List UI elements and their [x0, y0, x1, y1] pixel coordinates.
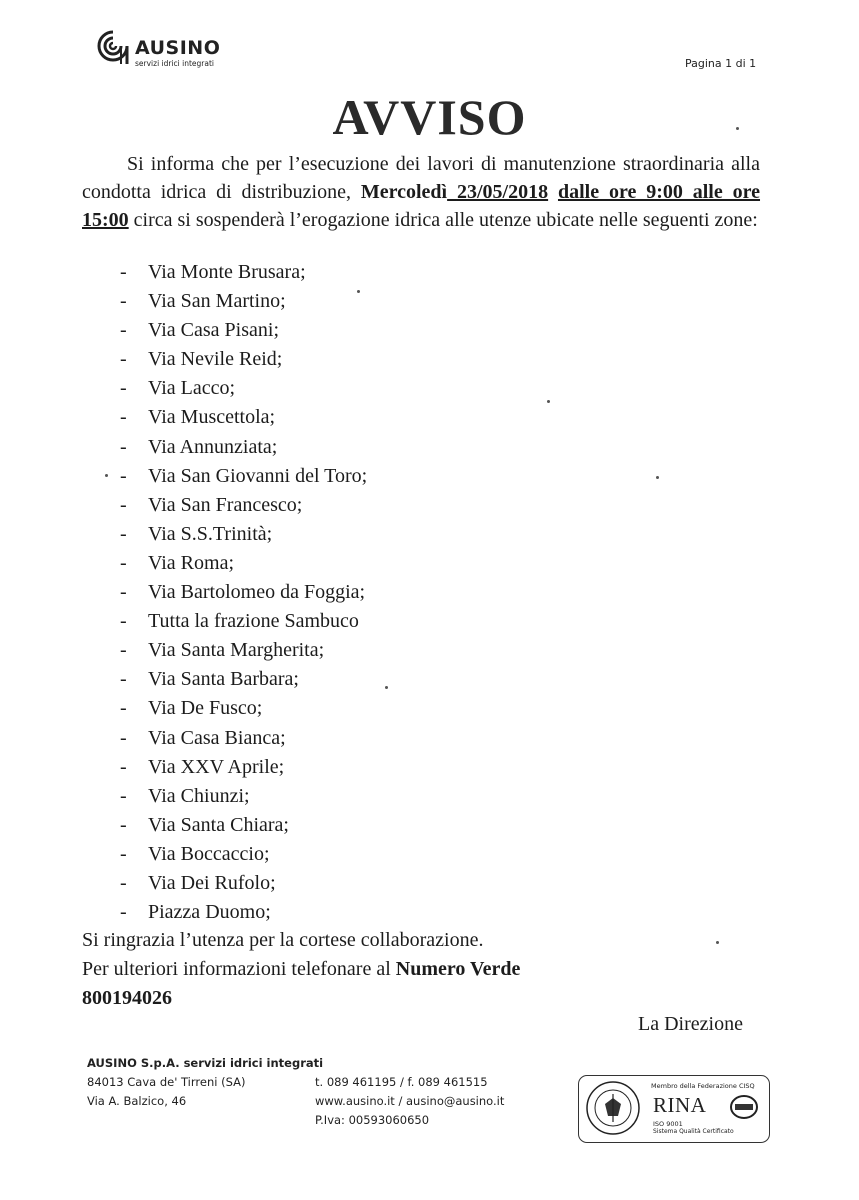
intro-date-value: 23/05/2018	[456, 181, 549, 203]
zone-name: Via Nevile Reid;	[148, 348, 283, 371]
zone-item	[120, 724, 367, 753]
zone-item	[120, 491, 367, 520]
scan-speck	[105, 474, 108, 477]
footer-company: AUSINO S.p.A. servizi idrici integrati	[87, 1056, 324, 1070]
zone-name: Via De Fusco;	[148, 697, 263, 720]
zone-item	[120, 607, 367, 636]
scan-speck	[716, 941, 719, 944]
ausino-logo	[95, 28, 235, 72]
zone-name: Via Roma;	[148, 551, 235, 574]
zone-item	[120, 403, 367, 432]
zone-name: Via Santa Margherita;	[148, 639, 325, 662]
scan-speck	[547, 400, 550, 403]
list-dash: -	[120, 522, 127, 545]
footer-web-email: www.ausino.it / ausino@ausino.it	[315, 1094, 505, 1108]
rina-system: Sistema Qualità Certificato	[653, 1128, 734, 1135]
zone-name: Via Casa Bianca;	[148, 726, 286, 749]
logo-subtitle: servizi idrici integrati	[135, 59, 214, 68]
zone-name: Via Casa Pisani;	[148, 319, 280, 342]
zone-item	[120, 753, 367, 782]
signature: La Direzione	[638, 1013, 743, 1035]
zone-name: Via S.S.Trinità;	[148, 522, 273, 545]
intro-hours: dalle ore 9:00 alle ore 15:00	[82, 181, 761, 231]
zone-name: Via Annunziata;	[148, 435, 278, 458]
closing-block	[82, 926, 782, 1013]
list-dash: -	[120, 377, 127, 400]
zone-item	[120, 665, 367, 694]
list-dash: -	[120, 784, 127, 807]
zone-item	[120, 694, 367, 723]
scan-speck	[385, 686, 388, 689]
intro-date	[447, 181, 548, 203]
toll-free-number: 800194026	[82, 987, 172, 1009]
list-dash: -	[120, 639, 127, 662]
footer-contacts	[315, 1073, 504, 1130]
list-dash: -	[120, 813, 127, 836]
intro-text-1: Si informa che per l’esecuzione dei lavori di manutenzione straordinaria alla condotta idrica di distribuzione,	[82, 153, 760, 203]
zone-name: Via Dei Rufolo;	[148, 871, 276, 894]
zone-item	[120, 287, 367, 316]
zone-name: Via XXV Aprile;	[148, 755, 285, 778]
thanks-line: Si ringrazia l’utenza per la cortese collaborazione.	[82, 929, 484, 951]
list-dash: -	[120, 610, 127, 633]
list-dash: -	[120, 319, 127, 342]
list-dash: -	[120, 697, 127, 720]
zone-name: Via San Giovanni del Toro;	[148, 464, 368, 487]
zone-item	[120, 636, 367, 665]
toll-free-label: Numero Verde	[395, 958, 521, 980]
logo-name: AUSINO	[135, 37, 221, 59]
list-dash: -	[120, 348, 127, 371]
zone-item	[120, 316, 367, 345]
zone-item	[120, 578, 367, 607]
zone-name: Via Santa Chiara;	[148, 813, 289, 836]
zone-name: Via San Francesco;	[148, 493, 303, 516]
zone-item	[120, 462, 367, 491]
zone-name: Via Bartolomeo da Foggia;	[148, 581, 366, 604]
list-dash: -	[120, 668, 127, 691]
footer-address-line2: Via A. Balzico, 46	[87, 1094, 187, 1108]
footer-phone-fax: t. 089 461195 / f. 089 461515	[315, 1075, 488, 1089]
zone-name: Via Muscettola;	[148, 406, 276, 429]
intro-text-2: circa si sospenderà l’erogazione idrica alle utenze ubicate nelle seguenti zone:	[128, 209, 758, 231]
zone-item	[120, 549, 367, 578]
zone-name: Via Lacco;	[148, 377, 236, 400]
list-dash: -	[120, 435, 127, 458]
notice-title: AVVISO	[332, 89, 527, 145]
zone-item	[120, 433, 367, 462]
zone-name: Piazza Duomo;	[148, 901, 271, 924]
ausino-logo-icon	[95, 28, 131, 68]
footer-address-line1: 84013 Cava de' Tirreni (SA)	[87, 1075, 246, 1089]
list-dash: -	[120, 842, 127, 865]
rina-seal-icon	[585, 1080, 641, 1136]
list-dash: -	[120, 901, 127, 924]
zone-item	[120, 345, 367, 374]
list-dash: -	[120, 551, 127, 574]
zone-name: Via Santa Barbara;	[148, 668, 299, 691]
zone-name: Via Boccaccio;	[148, 842, 270, 865]
list-dash: -	[120, 464, 127, 487]
zone-item	[120, 811, 367, 840]
footer-vat: P.Iva: 00593060650	[315, 1113, 430, 1127]
footer-address	[87, 1054, 323, 1111]
list-dash: -	[120, 871, 127, 894]
rina-iso: ISO 9001	[653, 1120, 683, 1128]
scan-speck	[656, 476, 659, 479]
list-dash: -	[120, 581, 127, 604]
zone-item	[120, 840, 367, 869]
zone-item	[120, 258, 367, 287]
rina-member-text: Membro della Federazione CISQ	[651, 1082, 755, 1090]
scan-speck	[357, 290, 360, 293]
zone-item	[120, 869, 367, 898]
list-dash: -	[120, 726, 127, 749]
cisq-badge-icon	[729, 1094, 759, 1120]
zone-item	[120, 782, 367, 811]
zone-name: Via Chiunzi;	[148, 784, 250, 807]
zone-name: Tutta la frazione Sambuco	[148, 610, 359, 633]
intro-paragraph	[82, 150, 760, 234]
page-number: Pagina 1 di 1	[685, 57, 757, 70]
list-dash: -	[120, 290, 127, 313]
list-dash: -	[120, 406, 127, 429]
list-dash: -	[120, 755, 127, 778]
zone-list	[120, 258, 367, 927]
info-line	[82, 955, 782, 984]
list-dash: -	[120, 493, 127, 516]
rina-certification	[578, 1075, 770, 1143]
list-dash: -	[120, 261, 127, 283]
scan-speck	[736, 127, 739, 130]
zone-item	[120, 520, 367, 549]
rina-word: RINA	[653, 1093, 707, 1117]
intro-day: Mercoledì	[360, 181, 448, 203]
zone-item	[120, 898, 367, 927]
zone-name: Via Monte Brusara;	[148, 261, 306, 283]
zone-item	[120, 374, 367, 403]
info-text: Per ulteriori informazioni telefonare al	[82, 958, 396, 980]
zone-name: Via San Martino;	[148, 290, 286, 313]
